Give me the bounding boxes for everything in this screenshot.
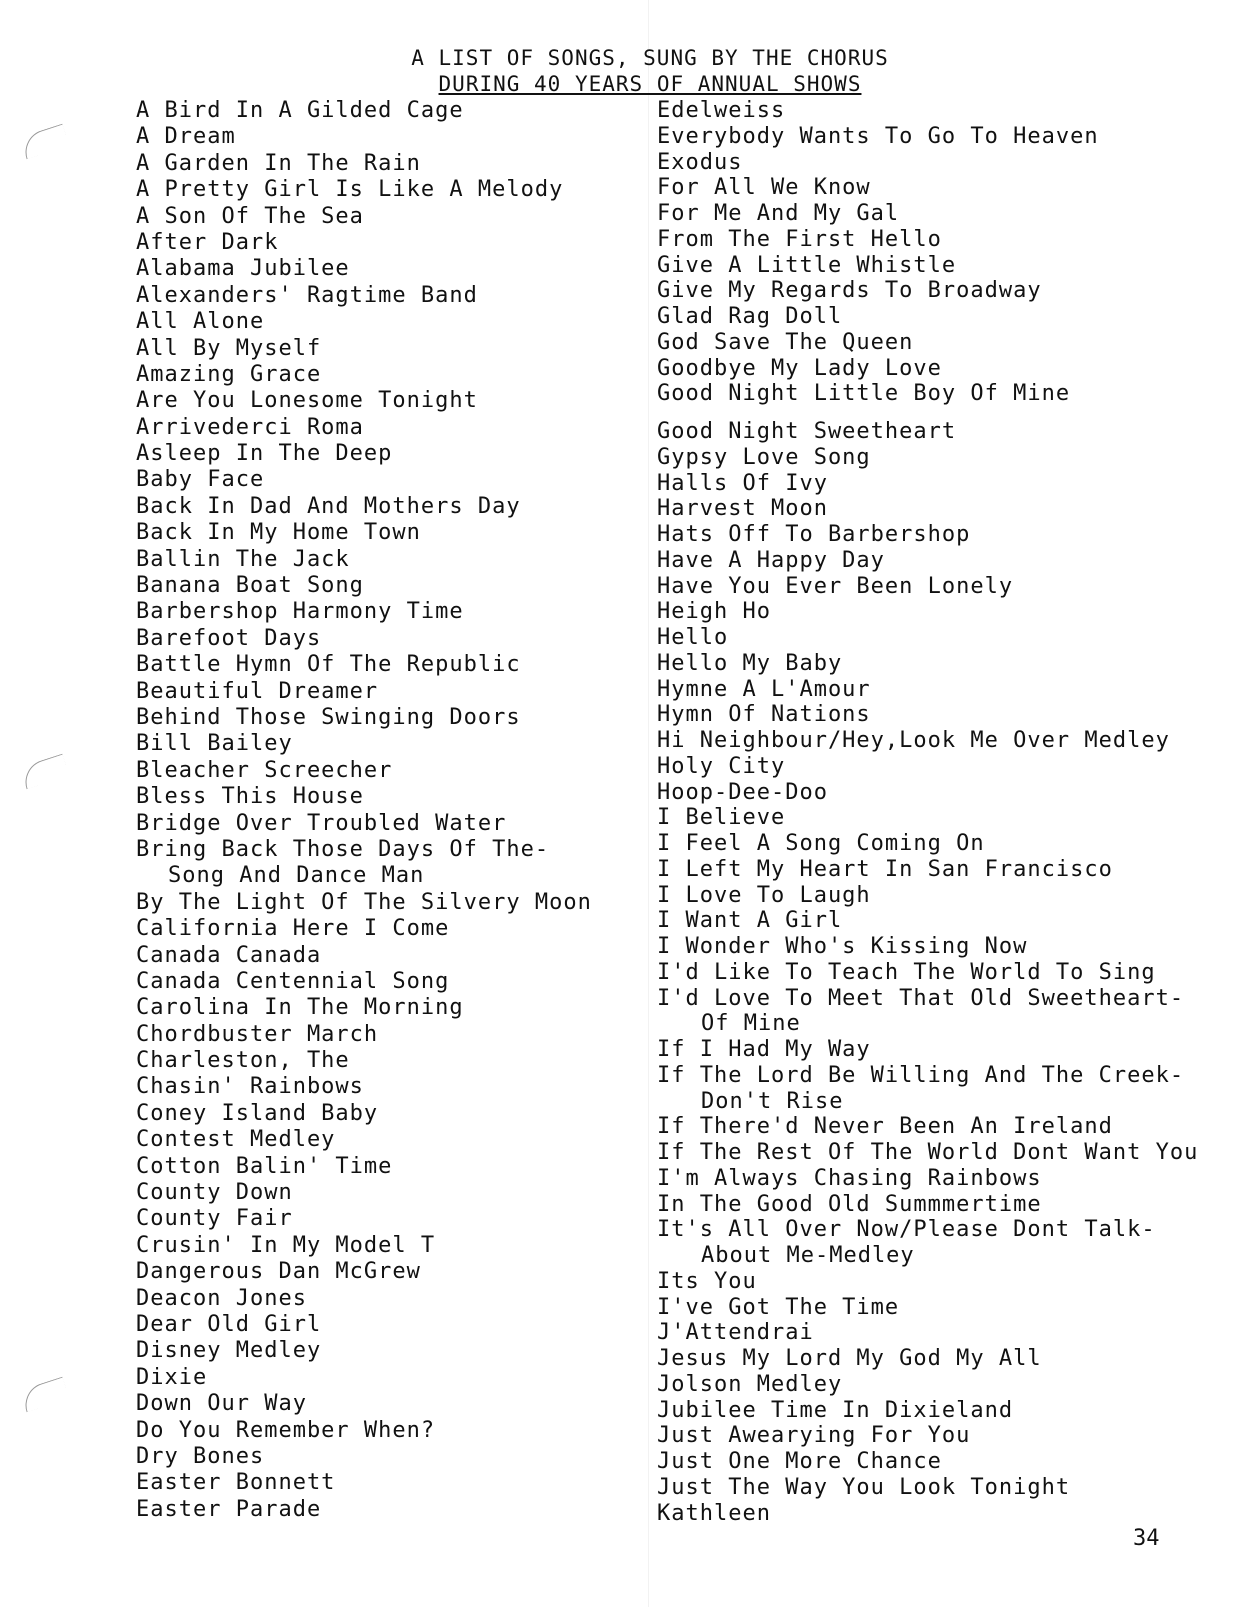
song-title: Just The Way You Look Tonight [657, 1474, 1071, 1500]
song-title: I've Got The Time [657, 1294, 900, 1320]
song-title: Chordbuster March [136, 1021, 379, 1047]
song-title: Arrivederci Roma [136, 414, 364, 440]
song-title: Kathleen [657, 1500, 771, 1526]
song-title: Carolina In The Morning [136, 995, 464, 1021]
song-title: Amazing Grace [136, 361, 322, 387]
song-title: Harvest Moon [657, 496, 828, 522]
page-number: 34 [1133, 1526, 1160, 1551]
song-title: Exodus [657, 149, 743, 175]
song-title: Goodbye My Lady Love [657, 355, 942, 381]
song-title: Edelweiss [657, 98, 786, 123]
song-title: Behind Those Swinging Doors [136, 704, 521, 730]
song-title: Hi Neighbour/Hey,Look Me Over Medley [657, 728, 1170, 753]
song-title: Canada Centennial Song [136, 968, 450, 994]
song-title: By The Light Of The Silvery Moon [136, 889, 592, 915]
song-title: All Alone [136, 309, 265, 335]
song-title: Jubilee Time In Dixieland [657, 1397, 1014, 1423]
page-subtitle: DURING 40 YEARS OF ANNUAL SHOWS [438, 72, 862, 96]
song-title: Baby Face [136, 467, 265, 493]
song-title: It's All Over Now/Please Dont Talk- [657, 1217, 1156, 1243]
song-title: Of Mine [701, 1011, 801, 1037]
song-title: Its You [657, 1268, 757, 1294]
song-title: Battle Hymn Of The Republic [136, 652, 521, 678]
song-title: Hymn Of Nations [657, 702, 871, 728]
song-title: Hoop-Dee-Doo [657, 779, 828, 805]
song-title: All By Myself [136, 335, 322, 361]
binder-hole-mark [20, 124, 70, 160]
page-fold-line [648, 0, 649, 1607]
song-title: Everybody Wants To Go To Heaven [657, 123, 1099, 149]
song-title: God Save The Queen [657, 329, 914, 355]
song-title: Hymne A L'Amour [657, 676, 871, 702]
song-title: Back In Dad And Mothers Day [136, 493, 521, 519]
song-title: I'm Always Chasing Rainbows [657, 1165, 1042, 1191]
song-title: Do You Remember When? [136, 1417, 436, 1443]
song-title: Cotton Balin' Time [136, 1153, 393, 1179]
song-title: I Left My Heart In San Francisco [657, 856, 1113, 882]
song-title: A Pretty Girl Is Like A Melody [136, 177, 564, 203]
song-title: For All We Know [657, 175, 871, 201]
song-title: County Down [136, 1180, 293, 1206]
right-song-list [657, 98, 1232, 1526]
binder-hole-mark [20, 754, 70, 790]
song-title: Chasin' Rainbows [136, 1074, 364, 1100]
song-title: In The Good Old Summmertime [657, 1191, 1042, 1217]
song-title: Dry Bones [136, 1443, 265, 1469]
song-title: I'd Like To Teach The World To Sing [657, 959, 1156, 985]
song-title: Give A Little Whistle [657, 252, 957, 278]
song-title: I'd Love To Meet That Old Sweetheart- [657, 985, 1185, 1011]
song-title: I Feel A Song Coming On [657, 831, 985, 856]
binder-hole-mark [20, 1377, 70, 1413]
song-title: Bill Bailey [136, 731, 293, 757]
song-title: Bless This House [136, 784, 364, 810]
song-title: Canada Canada [136, 942, 322, 968]
song-title: Dixie [136, 1364, 208, 1390]
song-title: Banana Boat Song [136, 573, 364, 599]
song-title: Beautiful Dreamer [136, 678, 379, 704]
song-title: Have You Ever Been Lonely [657, 573, 1014, 599]
song-title: Heigh Ho [657, 599, 771, 625]
song-title: I Believe [657, 805, 786, 831]
song-title: If I Had My Way [657, 1037, 871, 1062]
song-title: If The Rest Of The World Dont Want You [657, 1140, 1199, 1165]
song-title: J'Attendrai [657, 1320, 814, 1346]
song-title: Dear Old Girl [136, 1311, 322, 1337]
song-title: Easter Parade [136, 1496, 322, 1522]
song-title: Have A Happy Day [657, 547, 885, 573]
song-title: Good Night Little Boy Of Mine [657, 381, 1071, 407]
song-title: A Dream [136, 124, 236, 150]
song-title: If There'd Never Been An Ireland [657, 1114, 1113, 1140]
song-title: California Here I Come [136, 916, 450, 942]
song-title: Jesus My Lord My God My All [657, 1346, 1042, 1371]
song-title: Down Our Way [136, 1391, 307, 1417]
song-title: Glad Rag Doll [657, 304, 843, 329]
song-title: If The Lord Be Willing And The Creek- [657, 1062, 1185, 1088]
song-title: Deacon Jones [136, 1285, 307, 1311]
song-title: I Love To Laugh [657, 882, 871, 908]
song-title: Coney Island Baby [136, 1100, 379, 1126]
song-title: Alabama Jubilee [136, 256, 350, 282]
song-title: Contest Medley [136, 1127, 336, 1153]
song-title: Give My Regards To Broadway [657, 278, 1042, 304]
song-title: County Fair [136, 1206, 293, 1232]
song-title: Jolson Medley [657, 1371, 843, 1397]
song-title: For Me And My Gal [657, 201, 900, 226]
page-title: A LIST OF SONGS, SUNG BY THE CHORUS [411, 46, 889, 70]
left-song-list [136, 98, 636, 1523]
song-title: I Want A Girl [657, 908, 843, 934]
song-title: I Wonder Who's Kissing Now [657, 934, 1028, 959]
song-title: Dangerous Dan McGrew [136, 1259, 421, 1285]
song-title: Are You Lonesome Tonight [136, 388, 478, 414]
song-title: About Me-Medley [701, 1243, 915, 1268]
song-title: Don't Rise [701, 1088, 844, 1114]
song-title: Alexanders' Ragtime Band [136, 282, 478, 308]
song-title: Easter Bonnett [136, 1470, 336, 1496]
song-title: A Garden In The Rain [136, 150, 421, 176]
song-title: A Bird In A Gilded Cage [136, 98, 464, 123]
song-title: Bleacher Screecher [136, 757, 393, 783]
song-title: A Son Of The Sea [136, 203, 364, 229]
song-title: From The First Hello [657, 226, 942, 252]
song-title: Barbershop Harmony Time [136, 599, 464, 625]
song-title: Bridge Over Troubled Water [136, 810, 507, 836]
song-title: Disney Medley [136, 1338, 322, 1364]
song-title: Halls Of Ivy [657, 470, 828, 496]
song-title: Song And Dance Man [168, 863, 425, 889]
song-title: Gypsy Love Song [657, 444, 871, 470]
song-title: Crusin' In My Model T [136, 1232, 436, 1258]
song-title: Hello [657, 625, 729, 650]
song-title: Just One More Chance [657, 1449, 942, 1474]
song-title: Good Night Sweetheart [657, 419, 957, 444]
song-title: After Dark [136, 229, 279, 255]
song-title: Back In My Home Town [136, 520, 421, 546]
song-title: Asleep In The Deep [136, 441, 393, 467]
song-title: Just Awearying For You [657, 1423, 971, 1449]
song-title: Barefoot Days [136, 625, 322, 651]
song-title: Charleston, The [136, 1048, 350, 1074]
song-title: Holy City [657, 753, 786, 779]
song-title: Hats Off To Barbershop [657, 522, 971, 547]
song-title: Bring Back Those Days Of The- [136, 836, 550, 862]
song-title: Ballin The Jack [136, 546, 350, 572]
song-title: Hello My Baby [657, 650, 843, 676]
